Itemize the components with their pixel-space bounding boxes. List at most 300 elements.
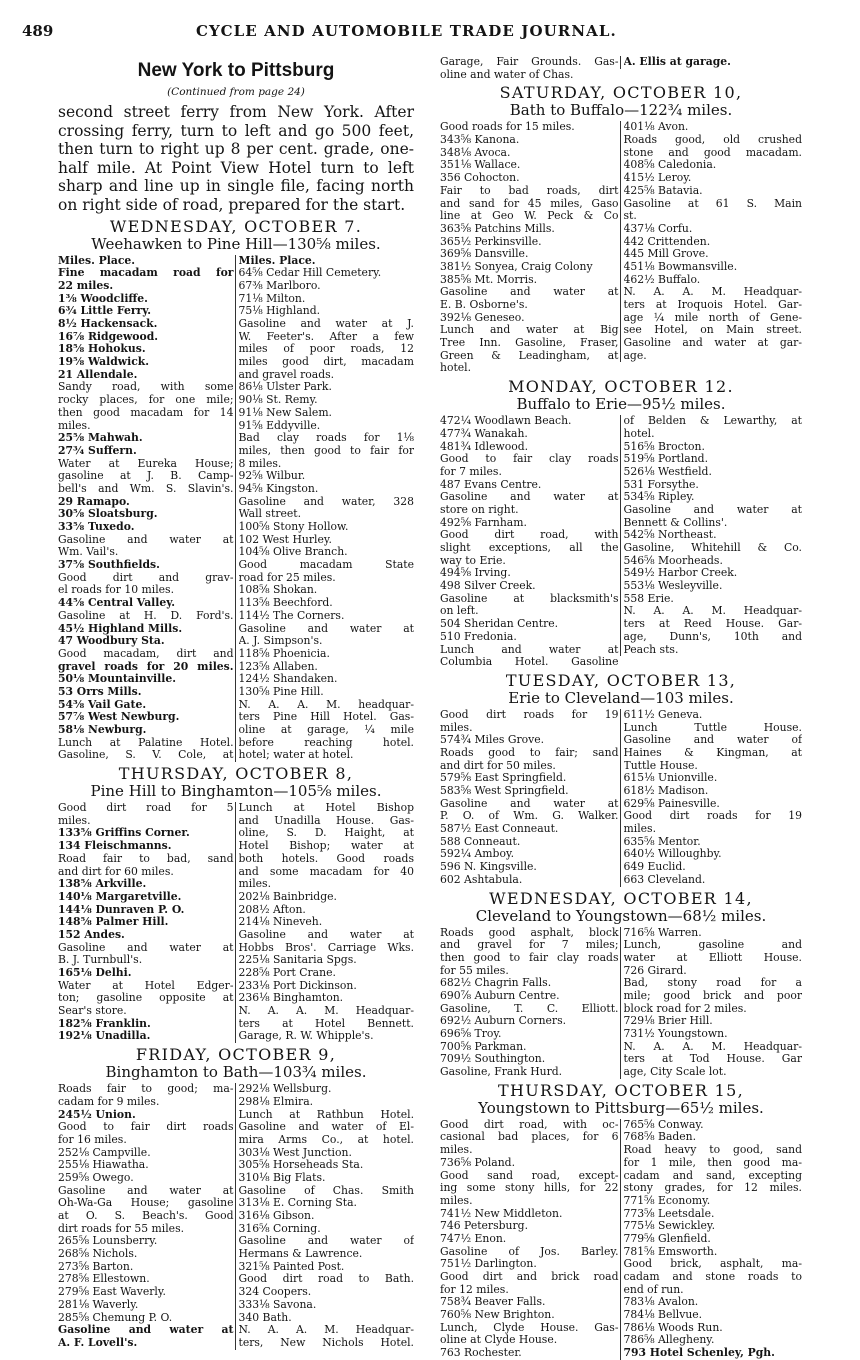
itinerary-line: Lunch at Palatine Hotel. [58,736,234,749]
itinerary-line: dirt roads for 55 miles. [58,1222,185,1235]
day-heading: WEDNESDAY, OCTOBER 14, [489,888,753,908]
itinerary-line: 58⅛ Newburg. [58,724,147,736]
itinerary-line: of Belden & Lewarthy, at [623,415,802,428]
itinerary-line: age, Dunn's, 10th and [623,630,802,643]
itinerary-line: Haines & Kingman, at [623,746,802,759]
itinerary-line: 324 Coopers. [238,1286,312,1299]
itinerary-left [440,121,619,375]
itinerary-line: ters, New Nichols Hotel. [238,1336,414,1349]
itinerary-line: for 55 miles. [440,964,509,977]
itinerary-line: for 16 miles. [58,1133,127,1146]
itinerary-line: and dirt for 60 miles. [58,865,174,878]
itinerary-line: line at Geo W. Peck & Co [440,210,619,223]
itinerary-line: 579⅝ East Springfield. [440,772,567,785]
itinerary-line: hotel. [623,427,655,440]
itinerary-line: 510 Fredonia. [440,630,517,643]
itinerary-line: N. A. A. M. Headquar- [238,1324,414,1337]
itinerary-line: 91⅝ Eddyville. [238,419,321,432]
itinerary-line: oline and water of Chas. [440,68,574,81]
itinerary-line: 92⅝ Wilbur. [238,470,306,483]
itinerary-left [58,255,234,763]
itinerary-line: N. A. A. M. Headquar- [623,286,802,299]
itinerary-line: Gasoline, S. V. Cole, at [58,749,234,762]
day-section [440,378,802,669]
itinerary-line: miles. [440,1144,473,1157]
itinerary-line: then good macadam for 14 [58,406,234,419]
itinerary-line: oline at garage, ¼ mile [238,724,414,736]
day-section [440,84,802,375]
itinerary-line: 33⅝ Tuxedo. [58,521,135,533]
itinerary-line: ters at Reed House. Gar- [623,618,802,631]
itinerary-line: 629⅝ Painesville. [623,797,720,810]
itinerary-line: Water at Hotel Edger- [58,979,234,992]
day-heading: SATURDAY, OCTOBER 10, [499,83,743,103]
itinerary-line: 268⅝ Nichols. [58,1248,138,1261]
itinerary-line: Gasoline and water at [58,941,234,954]
itinerary-columns [58,255,414,763]
itinerary-line: Hermans & Lawrence. [238,1248,363,1261]
itinerary-line: N. A. A. M. Headquar- [238,1005,414,1018]
itinerary-line: 592¼ Amboy. [440,848,515,861]
itinerary-line: 255⅛ Hiawatha. [58,1159,149,1172]
itinerary-line: 716⅝ Warren. [623,926,702,939]
itinerary-line: 138⅝ Arkville. [58,878,147,891]
itinerary-line: 152 Andes. [58,928,125,941]
itinerary-line: 113⅝ Beechford. [238,597,333,610]
intro-line: crossing ferry, turn to left and go 500 feet, [58,121,414,140]
itinerary-line: 781⅝ Emsworth. [623,1245,718,1258]
itinerary-line: 124½ Shandaken. [238,673,338,686]
itinerary-line: for 12 miles. [440,1283,509,1296]
itinerary-line: Gasoline at blacksmith's [440,592,619,605]
itinerary-line: 758¾ Beaver Falls. [440,1296,546,1309]
itinerary-line: 102 West Hurley. [238,533,332,546]
itinerary-line: Sandy road, with some [58,381,234,394]
itinerary-line: Tuttle House. [623,759,698,772]
itinerary-line: Garage, R. W. Whipple's. [238,1030,374,1043]
itinerary-line: and gravel for 7 miles; [440,939,619,952]
itinerary-line: 783⅛ Avalon. [623,1296,699,1309]
itinerary-line: 477¾ Wanakah. [440,427,528,440]
itinerary-line: and dirt for 50 miles. [440,759,556,772]
itinerary-line: miles. [440,721,473,734]
itinerary-line: 94⅝ Kingston. [238,482,319,495]
itinerary-line: 437⅛ Corfu. [623,222,693,235]
itinerary-line: Good dirt and grav- [58,571,234,584]
itinerary-line: 22 miles. [58,279,114,292]
itinerary-line: 91⅛ New Salem. [238,406,332,419]
itinerary-line: 281⅛ Waverly. [58,1298,139,1311]
itinerary-line: 75⅛ Highland. [238,305,321,318]
itinerary-line: Roads fair to good; ma- [58,1083,234,1096]
route-heading: Erie to Cleveland—103 miles. [508,688,734,707]
continued-note: (Continued from page 24) [167,86,305,98]
intro-line: then turn to right up 8 per cent. grade, one- [58,140,414,159]
itinerary-line: for 1 mile, then good ma- [623,1156,802,1169]
itinerary-line: 8 miles. [238,457,282,470]
day-heading: THURSDAY, OCTOBER 8, [118,764,354,784]
itinerary-line: 635⅝ Mentor. [623,835,701,848]
itinerary-line: Gasoline and water at [58,1184,234,1197]
itinerary-left [440,56,619,81]
itinerary-line: Tree Inn. Gasoline, Fraser, [440,337,619,350]
itinerary-columns [440,415,802,669]
itinerary-line: A. F. Lovell's. [58,1336,138,1349]
itinerary-line: Good macadam, dirt and [58,647,234,660]
itinerary-line: 775⅛ Sewickley. [623,1220,716,1233]
route-heading: Youngstown to Pittsburg—65½ miles. [478,1098,764,1117]
intro-line: on right side of road, prepared for the start. [58,195,406,214]
itinerary-line: 615⅛ Unionville. [623,772,718,785]
day-section [58,218,414,763]
day-heading: MONDAY, OCTOBER 12. [508,377,734,397]
itinerary-line: 696⅝ Troy. [440,1028,502,1040]
journal-title: CYCLE AND AUTOMOBILE TRADE JOURNAL. [196,22,617,40]
itinerary-line: 252⅛ Campville. [58,1146,151,1159]
itinerary-line: hotel; water at hotel. [238,749,354,762]
itinerary-line: and gravel roads. [238,368,335,381]
itinerary-line: 768⅝ Baden. [623,1131,697,1144]
itinerary-line: 259⅝ Owego. [58,1171,134,1184]
itinerary-line: Gasoline of Jos. Barley. [440,1245,619,1258]
itinerary-line: Gasoline and water at [440,797,619,810]
itinerary-line: ters at Tod House. Gar [623,1053,802,1066]
itinerary-line: 44⅝ Central Valley. [58,597,176,610]
itinerary-columns [440,709,802,887]
itinerary-line: 779⅝ Glenfield. [623,1232,711,1245]
continuation-block [440,56,802,81]
itinerary-line: 333⅛ Savona. [238,1298,317,1311]
itinerary-line: 214⅛ Nineveh. [238,916,323,929]
itinerary-line: 472¼ Woodlawn Beach. [440,415,572,428]
itinerary-line: block road for 2 miles. [623,1002,747,1015]
itinerary-line: ton; gasoline opposite at [58,992,234,1005]
right-sections [440,84,802,1359]
itinerary-line: Roads good to fair; sand [440,746,619,759]
left-sections [58,218,414,1350]
itinerary-line: Lunch Tuttle House. [623,721,802,734]
itinerary-line: st. [623,210,637,223]
itinerary-line: 148⅝ Palmer Hill. [58,916,169,929]
itinerary-line: 746 Petersburg. [440,1220,529,1233]
itinerary-right [235,1083,415,1349]
itinerary-right [620,56,803,69]
itinerary-line: 279⅝ East Waverly. [58,1286,166,1299]
itinerary-line: 313⅛ E. Corning Sta. [238,1197,357,1210]
route-heading: Bath to Buffalo—122¾ miles. [509,101,733,120]
itinerary-line: 54⅜ Vail Gate. [58,698,147,711]
day-heading: WEDNESDAY, OCTOBER 7. [109,216,363,236]
itinerary-line: Gasoline and water at [58,1324,234,1337]
itinerary-line: oline at Clyde House. [440,1334,558,1347]
itinerary-line: way to Erie. [440,554,506,567]
day-heading: TUESDAY, OCTOBER 13, [505,670,737,690]
itinerary-line: 526⅛ Westfield. [623,465,712,478]
itinerary-line: Gasoline, Frank Hurd. [440,1066,563,1079]
itinerary-line: 133⅝ Griffins Corner. [58,827,190,840]
itinerary-line: miles. [238,878,272,891]
itinerary-line: 602 Ashtabula. [440,873,523,886]
itinerary-line: 369⅝ Dansville. [440,248,529,261]
itinerary-line: 682½ Chagrin Falls. [440,977,552,990]
itinerary-line: miles, then good to fair for [238,444,414,457]
itinerary-line: age ¼ mile north of Gene- [623,311,802,324]
itinerary-line: 18⅝ Hohokus. [58,343,146,356]
itinerary-line: 574¾ Miles Grove. [440,734,545,747]
itinerary-line: miles. [58,419,91,432]
itinerary-line: and some macadam for 40 [238,865,414,878]
itinerary-line: 130⅝ Pine Hill. [238,685,324,698]
day-section [58,1046,414,1349]
intro-line: half mile. At Point View Hotel turn to left [58,158,414,177]
itinerary-line: Water at Eureka House; [58,457,234,470]
itinerary-line: 165⅛ Delhi. [58,967,132,979]
itinerary-left [440,1119,619,1360]
itinerary-line: 310⅛ Big Flats. [238,1171,326,1184]
itinerary-line: N. A. A. M. headquar- [238,698,414,711]
day-section [440,1082,802,1360]
itinerary-line: road for 25 miles. [238,571,336,584]
itinerary-line: 45½ Highland Mills. [58,622,183,635]
itinerary-line: casional bad places, for 6 [440,1131,619,1144]
itinerary-right [235,802,415,1043]
itinerary-right [620,709,803,887]
itinerary-line: Good dirt road, with [440,529,619,542]
itinerary-line: 640½ Willoughby. [623,848,722,861]
itinerary-line: 736⅝ Poland. [440,1156,516,1169]
itinerary-line: 700⅝ Parkman. [440,1040,527,1053]
itinerary-line: 385⅝ Mt. Morris. [440,273,538,286]
itinerary-line: Lunch, gasoline and [623,939,802,952]
itinerary-line: 583⅝ West Springfield. [440,785,569,797]
itinerary-line: Sear's store. [58,1005,127,1018]
itinerary-line: 236⅛ Binghamton. [238,992,344,1005]
itinerary-line: Hobbs Bros'. Carriage Wks. [238,941,414,954]
itinerary-line: Gasoline and water of [623,734,802,747]
itinerary-line: 316⅝ Corning. [238,1222,321,1235]
itinerary-line: 690⅞ Auburn Centre. [440,989,560,1002]
itinerary-line: Good dirt roads for 19 [623,810,802,823]
itinerary-line: 16⅞ Ridgewood. [58,330,159,343]
itinerary-line: ters at Iroquois Hotel. Gar- [623,299,802,311]
itinerary-line: 588 Conneaut. [440,835,521,848]
itinerary-line: Gasoline and water at [238,928,414,941]
itinerary-line: 401⅛ Avon. [623,121,689,134]
itinerary-line: 108⅝ Shokan. [238,584,318,597]
itinerary-line: miles. [623,823,657,836]
itinerary-line: 25⅝ Mahwah. [58,432,143,445]
itinerary-line: Miles. Place. [58,254,136,267]
day-section [58,765,414,1043]
itinerary-left [440,927,619,1079]
itinerary-line: miles. [440,1194,473,1207]
itinerary-left [440,709,619,887]
itinerary-columns [440,121,802,375]
itinerary-line: and sand for 45 miles, Gaso [440,197,619,210]
itinerary-line: stony grades, for 12 miles. [623,1182,802,1195]
itinerary-line: Good dirt roads for 19 [440,708,619,721]
itinerary-line: Gasoline, Whitehill & Co. [623,542,802,554]
itinerary-line: 618½ Madison. [623,785,709,797]
itinerary-line: N. A. A. M. Headquar- [623,605,802,618]
itinerary-line: W. Feeter's. After a few [238,330,414,343]
itinerary-line: 741½ New Middleton. [440,1207,563,1220]
route-heading: Weehawken to Pine Hill—130⅝ miles. [91,234,381,253]
itinerary-line: 321⅝ Painted Post. [238,1260,345,1273]
itinerary-line: 27¾ Suffern. [58,444,137,457]
itinerary-line: 86⅛ Ulster Park. [238,381,332,394]
itinerary-line: 351⅛ Wallace. [440,159,521,172]
itinerary-line: 542⅝ Northeast. [623,529,717,542]
itinerary-line: at O. S. Beach's. Good [58,1210,234,1222]
left-column [58,56,414,1350]
itinerary-columns [440,1119,802,1360]
itinerary-line: 747½ Enon. [440,1232,507,1245]
itinerary-line: B. J. Turnbull's. [58,954,143,967]
itinerary-line: Gasoline and water at [238,622,414,635]
itinerary-columns [440,927,802,1079]
itinerary-line: Wm. Vail's. [58,546,119,559]
page-number: 489 [22,22,54,40]
itinerary-line: 587½ East Conneaut. [440,823,559,836]
itinerary-line: Lunch and water at Big [440,324,619,337]
itinerary-line: 504 Sheridan Centre. [440,618,559,631]
itinerary-columns [58,802,414,1043]
itinerary-left [440,415,619,669]
itinerary-line: 771⅝ Economy. [623,1194,711,1207]
itinerary-line: 1⅜ Woodcliffe. [58,292,148,305]
itinerary-right [620,927,803,1079]
itinerary-line: 498 Silver Creek. [440,580,536,593]
itinerary-line: 340 Bath. [238,1311,292,1324]
itinerary-line: 208½ Afton. [238,903,306,916]
itinerary-line: 30⅝ Sloatsburg. [58,508,158,521]
itinerary-line: ters at Hotel Bennett. [238,1017,414,1030]
itinerary-line: 534⅝ Ripley. [623,491,695,504]
itinerary-line: 553⅛ Wesleyville. [623,580,723,593]
itinerary-line: 356 Cohocton. [440,172,520,185]
itinerary-line: P. O. of Wm. G. Walker. [440,810,619,823]
itinerary-line: Gasoline and water at [440,286,619,299]
itinerary-line: Good macadam State [238,559,414,572]
day-section [440,890,802,1079]
itinerary-line: 245½ Union. [58,1108,136,1121]
itinerary-line: Lunch and water at [440,643,619,656]
route-heading: Buffalo to Erie—95½ miles. [516,395,726,414]
itinerary-line: N. A. A. M. Headquar- [623,1040,802,1053]
itinerary-line: 365½ Perkinsville. [440,235,542,248]
itinerary-line: A. Ellis at garage. [623,56,731,68]
itinerary-line: rocky places, for one mile; [58,394,234,407]
itinerary-line: Road heavy to good, sand [623,1144,802,1157]
itinerary-line: Gasoline and water, 328 [238,495,414,508]
itinerary-line: on left. [440,605,479,618]
itinerary-line: Gasoline and water at gar- [623,337,802,350]
itinerary-line: Lunch, Clyde House. Gas- [440,1321,619,1334]
article-title: New York to Pittsburg [137,60,335,81]
itinerary-line: 90⅛ St. Remy. [238,394,318,407]
itinerary-line: A. J. Simpson's. [238,635,323,648]
itinerary-line: Road fair to bad, sand [58,852,234,865]
itinerary-line: cadam for 9 miles. [58,1095,160,1108]
itinerary-line: then good to fair clay roads [440,951,619,964]
itinerary-line: 442 Crittenden. [623,235,711,248]
itinerary-line: mile; good brick and poor [623,989,802,1002]
itinerary-line: 71⅛ Milton. [238,292,306,305]
right-column [440,56,802,1360]
itinerary-line: 784⅛ Bellvue. [623,1309,703,1322]
itinerary-line: 202⅛ Bainbridge. [238,890,337,903]
itinerary-line: 182⅝ Franklin. [58,1017,151,1030]
itinerary-line: 305⅝ Horseheads Sta. [238,1159,364,1172]
itinerary-line: 408⅝ Caledonia. [623,159,717,172]
itinerary-line: 123⅝ Allaben. [238,660,318,673]
intro-line: second street ferry from New York. After [58,103,414,121]
itinerary-line: 100⅝ Stony Hollow. [238,521,349,533]
itinerary-line: 343⅝ Kanona. [440,134,520,147]
itinerary-line: Hotel Bishop; water at [238,840,414,853]
itinerary-line: before reaching hotel. [238,736,414,749]
itinerary-line: Roads good, old crushed [623,134,802,147]
itinerary-line: 558 Erie. [623,592,674,605]
itinerary-line: 47 Woodbury Sta. [58,635,165,648]
itinerary-line: 228⅝ Port Crane. [238,967,336,979]
itinerary-line: Lunch at Rathbun Hotel. [238,1108,414,1121]
itinerary-line: miles. [58,814,91,827]
itinerary-line: Good dirt and brick road [440,1271,619,1283]
itinerary-line: 104⅝ Olive Branch. [238,546,348,559]
itinerary-line: hotel. [440,362,472,375]
itinerary-right [620,1119,803,1360]
itinerary-line: Wall street. [238,508,302,521]
itinerary-line: 516⅝ Brocton. [623,440,705,453]
itinerary-line: mira Arms Co., at hotel. [238,1133,414,1146]
itinerary-line: 451⅛ Bowmansville. [623,260,738,273]
itinerary-line: Good roads for 15 miles. [440,121,575,134]
itinerary-line: Good dirt road to Bath. [238,1273,414,1286]
itinerary-line: 225⅛ Sanitaria Spgs. [238,954,357,967]
itinerary-line: Miles. Place. [238,254,316,267]
itinerary-line: 67⅜ Marlboro. [238,279,321,292]
itinerary-line: 392⅛ Geneseo. [440,311,525,324]
itinerary-line: 760⅝ New Brighton. [440,1309,555,1322]
itinerary-line: 50⅛ Mountainville. [58,673,176,686]
route-heading: Binghamton to Bath—103¾ miles. [105,1063,367,1082]
itinerary-line: 292⅛ Wellsburg. [238,1083,332,1096]
itinerary-line: Gasoline of Chas. Smith [238,1184,414,1197]
itinerary-line: cadam and sand, excepting [623,1169,802,1182]
itinerary-line: Good brick, asphalt, ma- [623,1258,802,1271]
itinerary-line: 8½ Hackensack. [58,318,158,330]
itinerary-line: 37⅝ Southfields. [58,559,160,572]
itinerary-line: 303⅛ West Junction. [238,1146,352,1159]
itinerary-line: store on right. [440,503,519,516]
itinerary-line: 549½ Harbor Creek. [623,567,738,580]
itinerary-line: 596 N. Kingsville. [440,861,537,874]
itinerary-line: Roads good asphalt, block [440,926,619,939]
itinerary-line: Oh-Wa-Ga House; gasoline [58,1197,234,1210]
itinerary-line: end of run. [623,1283,684,1296]
itinerary-line: Garage, Fair Grounds. Gas- [440,56,619,68]
itinerary-line: Gasoline and water at [440,491,619,504]
itinerary-line: gravel roads for 20 miles. [58,660,234,673]
itinerary-line: 118⅝ Phoenicia. [238,647,330,660]
itinerary-line: Good dirt road, with oc- [440,1118,619,1131]
route-heading: Cleveland to Youngstown—68½ miles. [475,906,767,925]
day-heading: FRIDAY, OCTOBER 9, [135,1045,337,1065]
itinerary-line: and Unadilla House. Gas- [238,814,414,827]
itinerary-line: 114½ The Corners. [238,609,345,622]
